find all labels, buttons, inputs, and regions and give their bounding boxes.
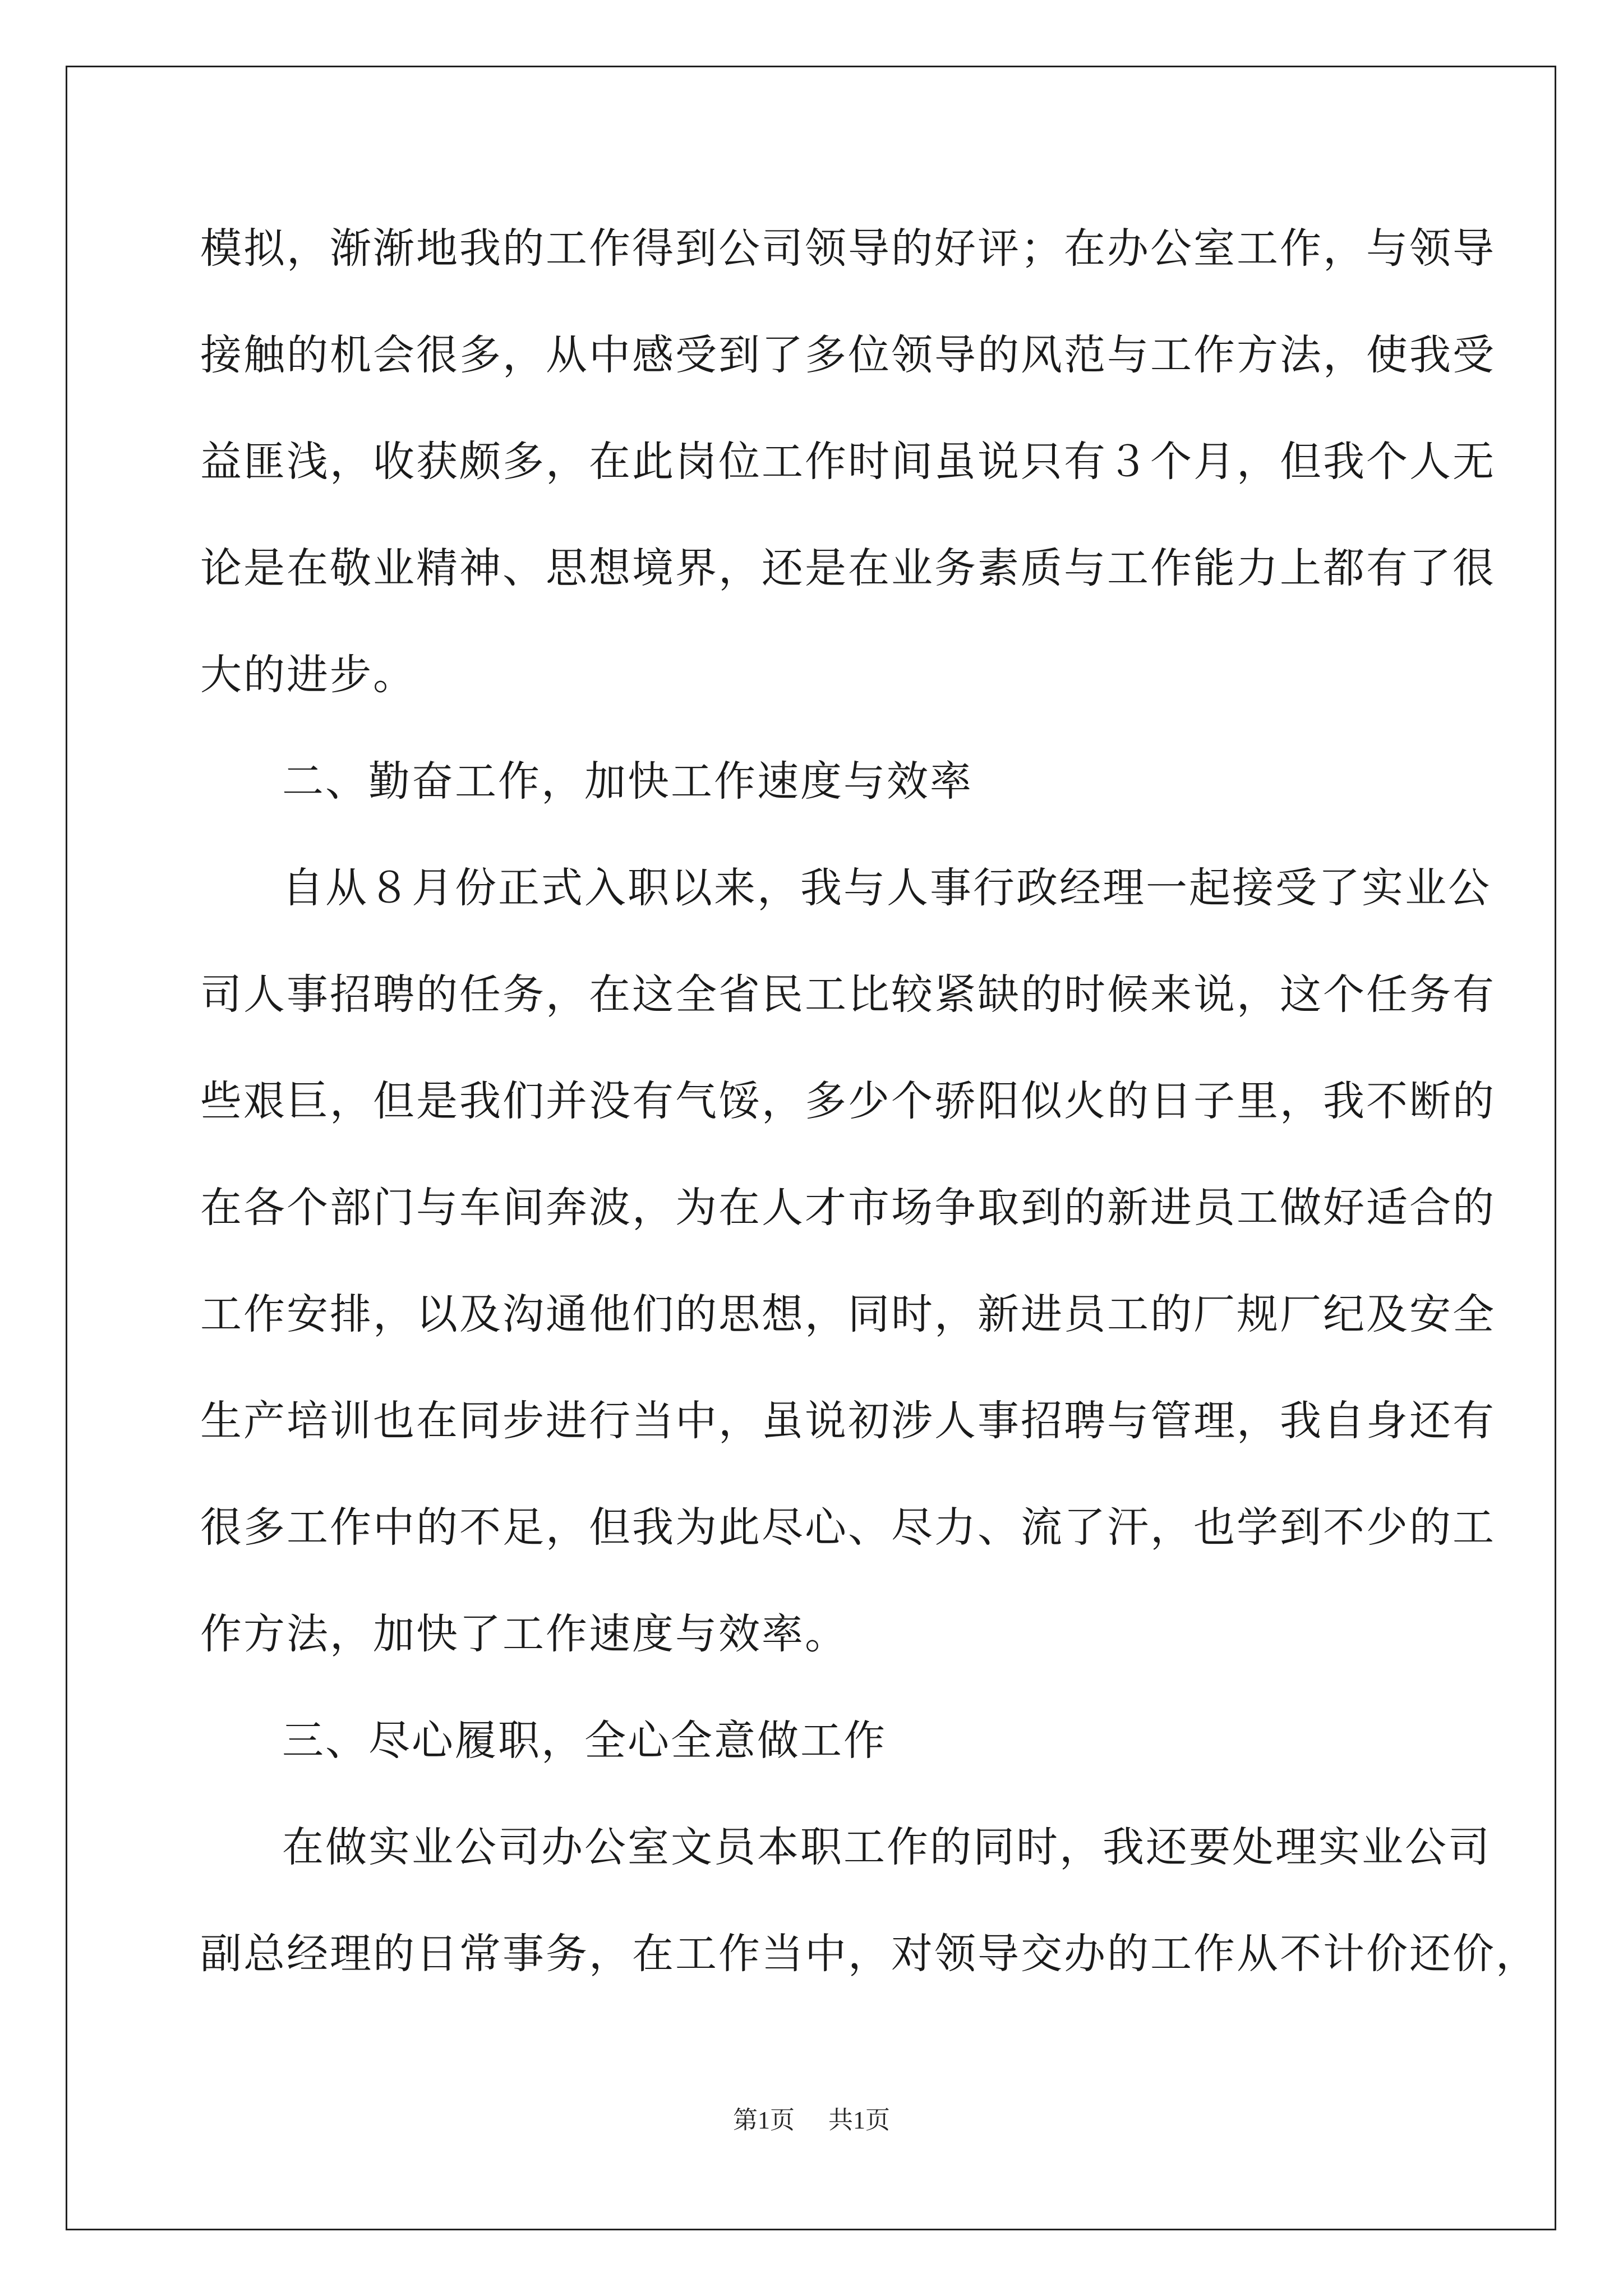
text-line: 工作安排，以及沟通他们的思想，同时，新进员工的厂规厂纪及安全 xyxy=(200,1290,1496,1338)
text-line: 论是在敬业精神、思想境界，还是在业务素质与工作能力上都有了很 xyxy=(200,544,1496,592)
text-line: 益匪浅，收获颇多，在此岗位工作时间虽说只有３个月，但我个人无 xyxy=(200,438,1496,486)
section-heading: 二、勤奋工作，加快工作速度与效率 xyxy=(282,757,973,806)
text-line: 在做实业公司办公室文员本职工作的同时，我还要处理实业公司 xyxy=(282,1823,1491,1871)
page-number: 第1页 xyxy=(733,2106,795,2134)
text-line: 很多工作中的不足，但我为此尽心、尽力、流了汗，也学到不少的工 xyxy=(200,1503,1496,1552)
text-line: 接触的机会很多，从中感受到了多位领导的风范与工作方法，使我受 xyxy=(200,331,1496,379)
text-line: 模拟，渐渐地我的工作得到公司领导的好评；在办公室工作，与领导 xyxy=(200,224,1496,273)
text-line: 在各个部门与车间奔波，为在人才市场争取到的新进员工做好适合的 xyxy=(200,1184,1496,1232)
text-line: 自从８月份正式入职以来，我与人事行政经理一起接受了实业公 xyxy=(282,864,1491,912)
text-line: 大的进步。 xyxy=(200,651,416,699)
text-line: 生产培训也在同步进行当中，虽说初涉人事招聘与管理，我自身还有 xyxy=(200,1397,1496,1445)
section-heading: 三、尽心履职，全心全意做工作 xyxy=(282,1717,887,1765)
page-border xyxy=(66,66,1556,2230)
text-line: 些艰巨，但是我们并没有气馁，多少个骄阳似火的日子里，我不断的 xyxy=(200,1077,1496,1125)
page-total: 共1页 xyxy=(828,2106,890,2134)
text-line: 作方法，加快了工作速度与效率。 xyxy=(200,1610,848,1658)
page-footer xyxy=(0,2104,1623,2137)
text-line: 司人事招聘的任务，在这全省民工比较紧缺的时候来说，这个任务有 xyxy=(200,970,1496,1019)
text-line: 副总经理的日常事务，在工作当中，对领导交办的工作从不计价还价， xyxy=(200,1930,1539,1978)
